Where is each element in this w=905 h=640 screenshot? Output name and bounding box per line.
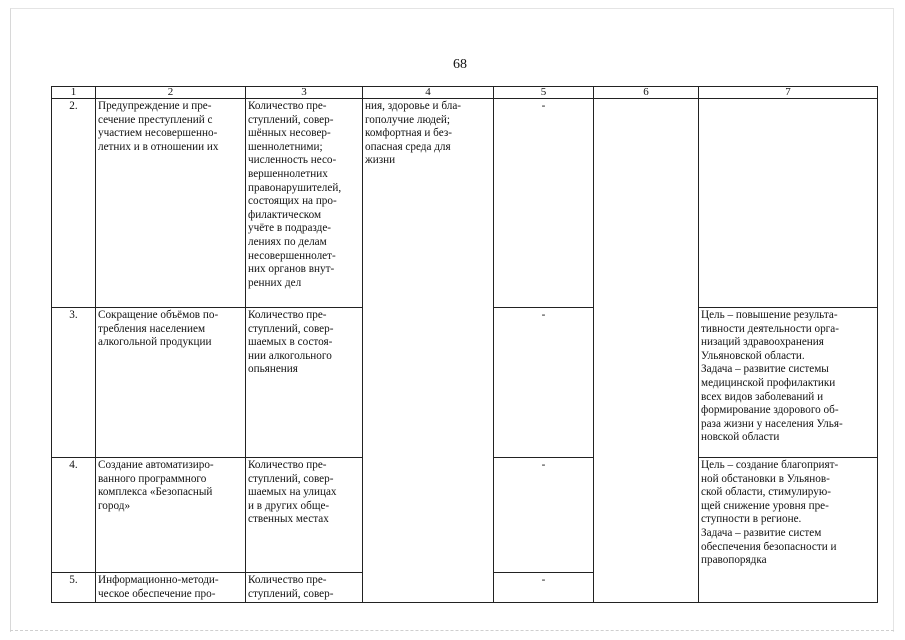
text-line: ной обстановки в Ульянов- [701, 472, 830, 485]
indicator-cell [246, 99, 363, 308]
text-line: город» [98, 499, 131, 512]
text-line: ступлений, совер- [248, 587, 334, 600]
text-line: медицинской профилактики [701, 376, 836, 389]
indicator-cell [246, 458, 363, 573]
page-bottom-edge [10, 630, 894, 631]
column-header: 5 [494, 87, 594, 99]
text-line: шённых несовер- [248, 127, 331, 140]
text-line: ской области, стимулирую- [701, 486, 831, 499]
measure-cell [96, 99, 246, 308]
text-line: Создание автоматизиро- [98, 459, 214, 471]
text-line: Количество пре- [248, 459, 327, 471]
column-header: 2 [96, 87, 246, 99]
row-number: 4. [52, 458, 96, 573]
text-line: Информационно-методи- [98, 574, 219, 586]
text-line: опасная среда для [365, 140, 451, 153]
page-number: 68 [453, 57, 467, 72]
measures-table [51, 86, 878, 603]
indicator-cell [246, 573, 363, 603]
text-line: правонарушителей, [248, 181, 342, 194]
text-line: них органов внут- [248, 263, 335, 276]
col5-cell: - [494, 573, 594, 603]
text-line: раза жизни у населения Улья- [701, 417, 843, 430]
text-line: шаемых на улицах [248, 486, 337, 499]
text-line: ступлений, совер- [248, 322, 334, 335]
indicator-cell [246, 308, 363, 458]
column-header: 6 [594, 87, 699, 99]
text-line: ренних дел [248, 276, 302, 289]
text-line: и в других обще- [248, 499, 330, 512]
text-line: вершеннолетних [248, 167, 328, 180]
text-line: Ульяновской области. [701, 349, 805, 362]
text-line: шаемых в состоя- [248, 336, 333, 349]
row-number: 2. [52, 99, 96, 308]
text-line: обеспечения безопасности и [701, 540, 837, 553]
text-line: Предупреждение и пре- [98, 100, 212, 112]
text-line: летних и в отношении их [98, 140, 219, 153]
col5-cell: - [494, 308, 594, 458]
text-line: шеннолетними; [248, 140, 323, 153]
text-line: ступности в регионе. [701, 513, 802, 526]
text-line: ступлений, совер- [248, 113, 334, 126]
text-line: новской области [701, 431, 780, 444]
text-line: тивности деятельности орга- [701, 322, 839, 335]
text-line: нии алкогольного [248, 349, 332, 362]
goal-cell [699, 308, 878, 458]
text-line: Задача – развитие систем [701, 526, 822, 539]
text-line: Сокращение объёмов по- [98, 309, 219, 321]
text-line: ственных местах [248, 513, 329, 526]
column-header: 1 [52, 87, 96, 99]
row-number: 3. [52, 308, 96, 458]
text-line: опьянения [248, 363, 298, 376]
text-line: гополучие людей; [365, 113, 451, 126]
col6-cell [594, 99, 699, 603]
goal-cell [699, 458, 878, 603]
measure-cell [96, 308, 246, 458]
text-line: щей снижение уровня пре- [701, 499, 829, 512]
column-header: 3 [246, 87, 363, 99]
text-line: ступлений, совер- [248, 472, 334, 485]
row-number: 5. [52, 573, 96, 603]
column-header: 4 [363, 87, 494, 99]
text-line: несовершеннолет- [248, 249, 336, 262]
text-line: Цель – повышение результа- [701, 309, 838, 321]
table-row [52, 99, 878, 308]
text-line: низаций здравоохранения [701, 336, 824, 349]
text-line: Цель – создание благоприят- [701, 459, 839, 471]
text-line: численность несо- [248, 154, 337, 167]
text-line: ванного программного [98, 472, 207, 485]
column-header: 7 [699, 87, 878, 99]
text-line: Количество пре- [248, 100, 327, 112]
text-line: филактическом [248, 208, 322, 221]
text-line: Количество пре- [248, 309, 327, 321]
result-cell [363, 99, 494, 603]
text-line: требления населением [98, 322, 206, 335]
text-line: участием несовершенно- [98, 127, 218, 140]
text-line: ния, здоровье и бла- [365, 100, 462, 112]
text-line: правопорядка [701, 554, 767, 567]
text-line: комфортная и без- [365, 127, 452, 140]
text-line: учёте в подразде- [248, 222, 332, 235]
text-line: комплекса «Безопасный [98, 486, 213, 499]
measure-cell [96, 458, 246, 573]
goal-cell [699, 99, 878, 308]
table-header-row [52, 87, 878, 99]
text-line: лениях по делам [248, 235, 327, 248]
text-line: формирование здорового об- [701, 404, 839, 417]
col5-cell: - [494, 99, 594, 308]
text-line: Количество пре- [248, 574, 327, 586]
text-line: ческое обеспечение про- [98, 587, 216, 600]
text-line: всех видов заболеваний и [701, 390, 824, 403]
text-line: жизни [365, 154, 396, 167]
text-line: Задача – развитие системы [701, 363, 829, 376]
col5-cell: - [494, 458, 594, 573]
measure-cell [96, 573, 246, 603]
text-line: алкогольной продукции [98, 336, 212, 349]
text-line: состоящих на про- [248, 195, 337, 208]
text-line: сечение преступлений с [98, 113, 213, 126]
